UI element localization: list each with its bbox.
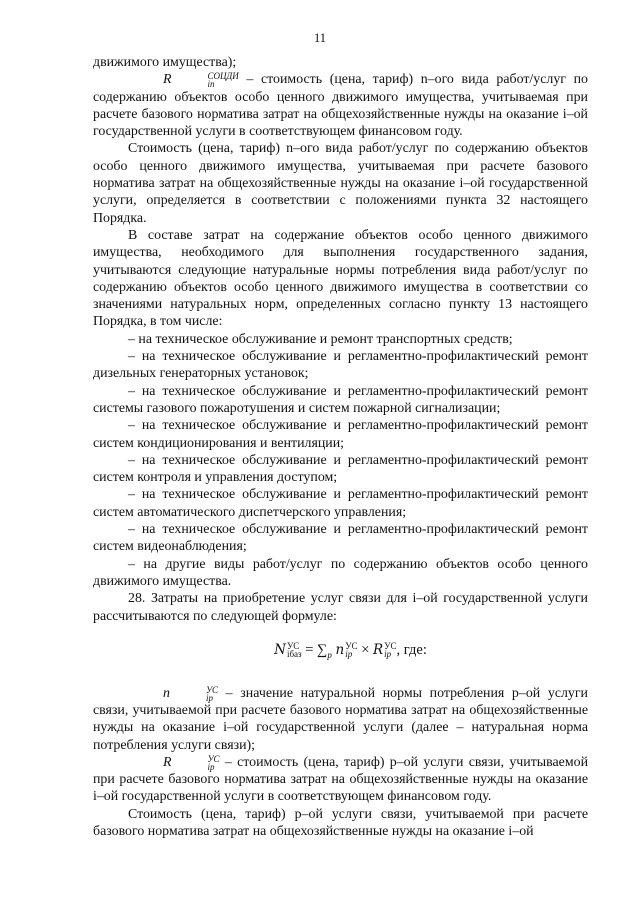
symbol-r-socdi: R СОЦДИ in [163,71,239,90]
paragraph-r-us-definition: R УС ip – стоимость (цена, тариф) p–ой услуги связи, учитываемой при расчете базового норматива затрат на общехозяйственные нужды на оказание i–ой государственной услуги в соответствующем финансовом году. [93,753,588,805]
list-item: – на техническое обслуживание и регламентно-профилактический ремонт дизельных генераторных установок; [93,349,588,382]
paragraph-continuation: движимого имущества); [93,55,237,70]
symbol-r-us: R УС ip [163,753,220,772]
symbol-n-us: n УС ip [163,684,219,703]
paragraph-cost-determination: Стоимость (цена, тариф) n–ого вида работ/услуг по содержанию объектов особо ценного движимого имущества, учитываемая при расчете базового норматива затрат на общехозяйственные нужды на оказание i–ой государственной услуги, определяется в соответствии с положениями пункта 32 настоящего Порядка. [93,141,588,226]
paragraph-cost-communication: Стоимость (цена, тариф) p–ой услуги связи, учитываемой при расчете базового норматива затрат на общехозяйственные нужды на оказание i–ой [93,806,588,840]
paragraph-n-definition: n УС ip – значение натуральной нормы потребления p–ой услуги связи, учитываемой при расчете базового норматива затрат на общехозяйственные нужды на оказание i–ой государственной услуги (далее – натуральная норма потребления услуги связи); [93,684,588,753]
list-item: – на другие виды работ/услуг по содержанию объектов особо ценного движимого имущества. [93,556,588,589]
list-item: – на техническое обслуживание и регламентно-профилактический ремонт систем кондиционирования и вентиляции; [93,418,588,451]
list-item: – на техническое обслуживание и регламентно-профилактический ремонт систем контроля и управления доступом; [93,452,588,486]
list-item: – на техническое обслуживание и регламентно-профилактический ремонт систем видеонаблюдения; [93,522,588,555]
list-item: – на техническое обслуживание и регламентно-профилактический ремонт систем автоматического диспетчерского управления; [93,487,588,520]
paragraph-natural-norms: В составе затрат на содержание объектов особо ценного движимого имущества, необходимого для выполнения государственного задания, учитываются следующие натуральные нормы потребления вида работ/услуг по содержанию объектов особо ценного движимого имущества в соответствии со значениями натуральных норм, определенных согласно пункту 13 настоящего Порядка, в том числе: [93,227,588,330]
list-item: – на техническое обслуживание и регламентно-профилактический ремонт системы газового пожаротушения и систем пожарной сигнализации; [93,383,588,416]
paragraph-28-communication: 28. Затраты на приобретение услуг связи для i–ой государственной услуги рассчитываются по следующей формуле: [93,591,588,624]
list-item: – на техническое обслуживание и ремонт транспортных средств; [128,331,513,347]
formula-communication-costs: N УС iбаз = $\sum_p$ n УС ip × R УС ip , где: [274,641,427,660]
page-number: 11 [313,31,327,45]
paragraph-r-definition: R СОЦДИ in – стоимость (цена, тариф) n–ого вида работ/услуг по содержанию объектов особо ценного движимого имущества, учитываемая при расчете базового норматива затрат на общехозяйственные нужды на оказание i–ой государственной услуги в соответствующем финансовом году. [93,71,588,140]
